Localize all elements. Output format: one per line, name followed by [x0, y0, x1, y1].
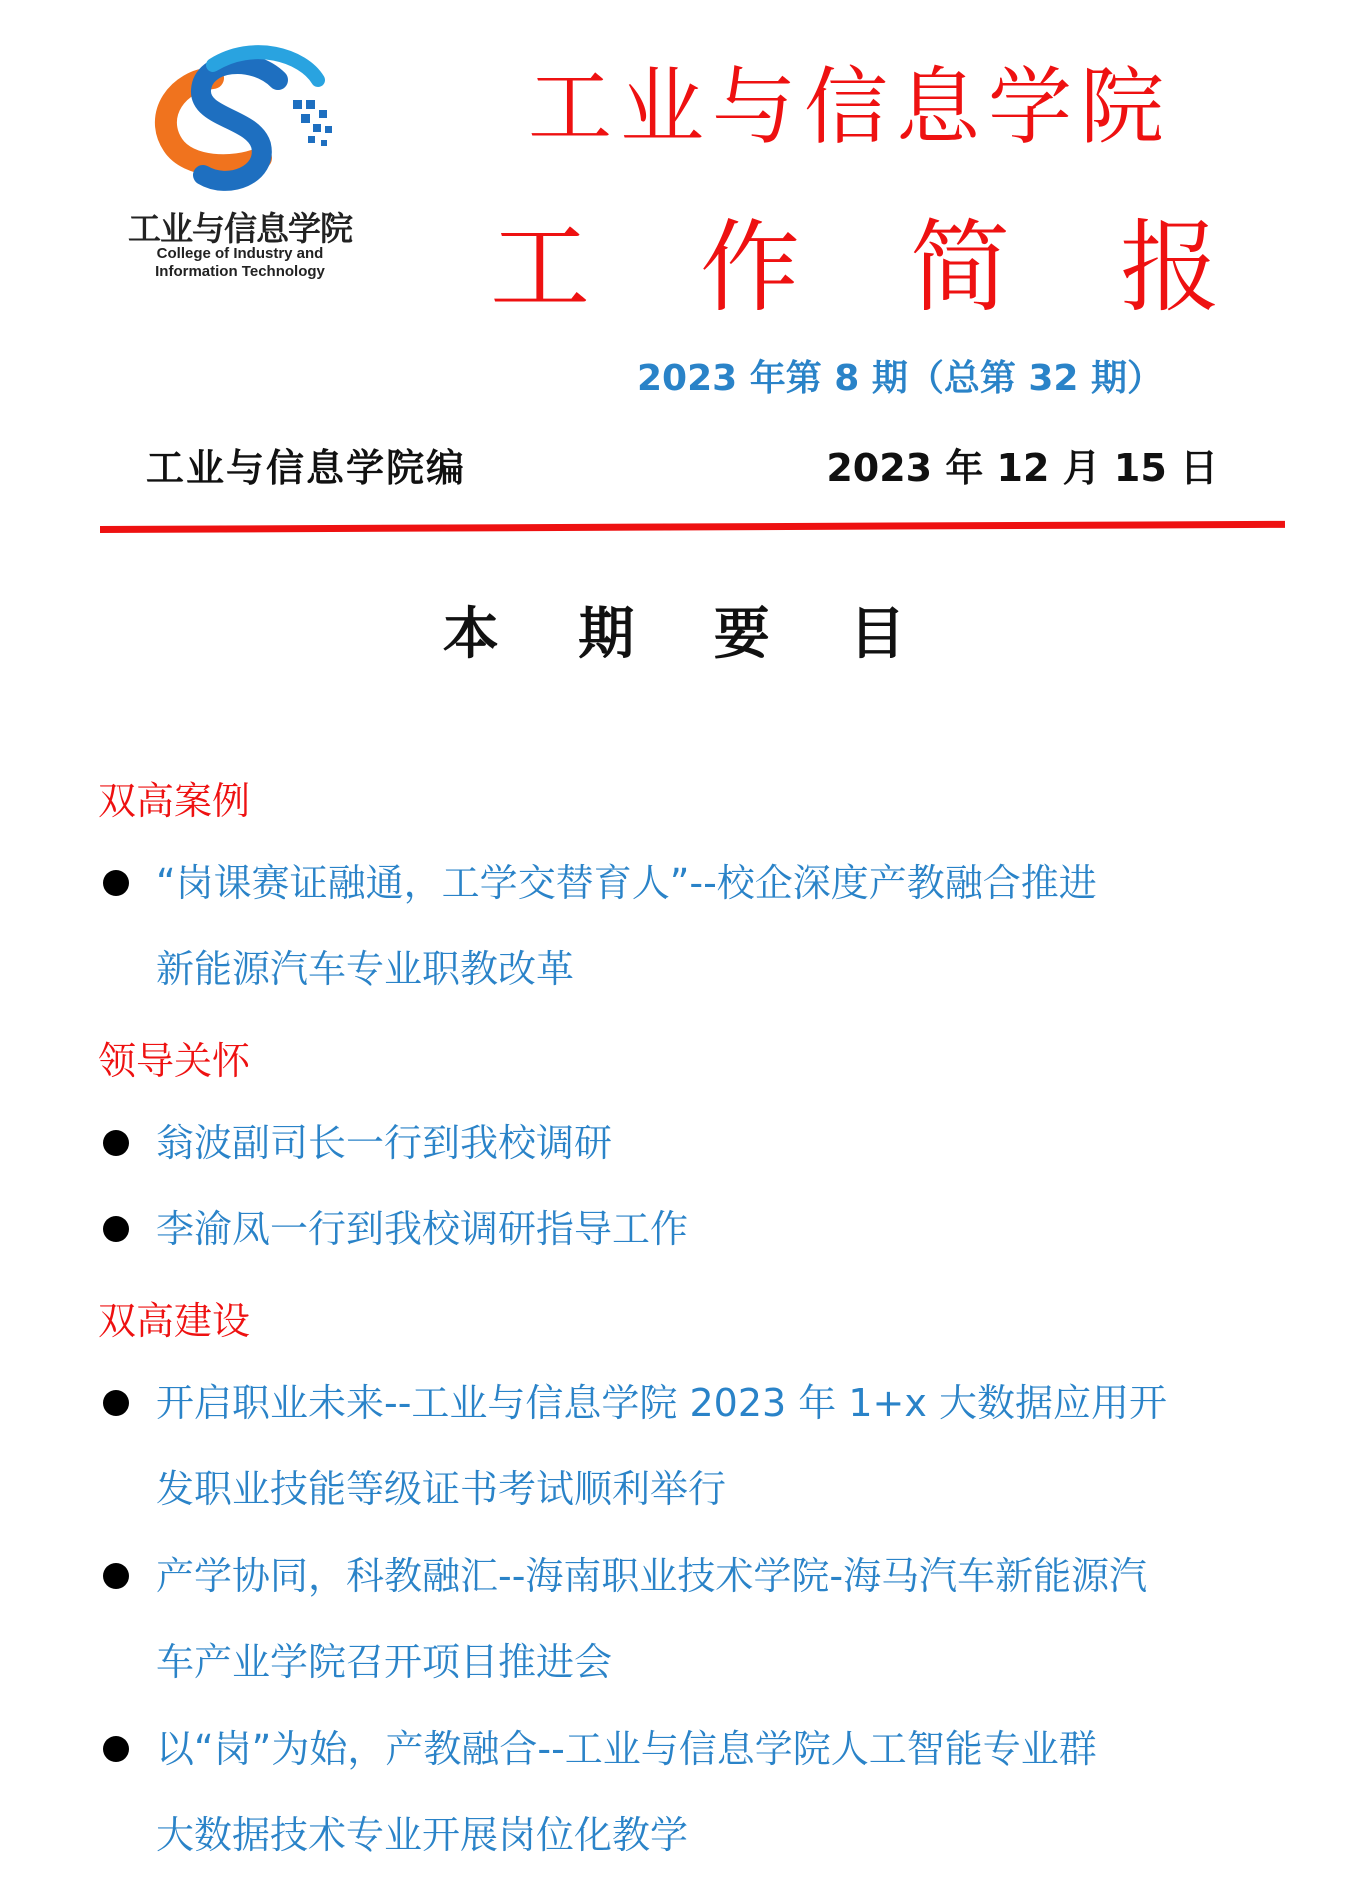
editor-line: 工业与信息学院编	[146, 445, 467, 490]
bullet-icon	[103, 1736, 129, 1762]
header-divider	[100, 521, 1285, 533]
logo-name-en-line2: Information Technology	[155, 263, 325, 280]
toc-category: 双高案例	[98, 779, 251, 823]
toc-item-line: 车产业学院召开项目推进会	[156, 1640, 613, 1684]
toc-category: 双高建设	[98, 1299, 251, 1343]
title-char: 工	[490, 209, 590, 326]
college-logo	[95, 40, 385, 290]
toc-heading: 本 期 要 目	[442, 601, 936, 667]
bullet-icon	[103, 1130, 129, 1156]
toc-item-line: 翁波副司长一行到我校调研	[156, 1121, 613, 1165]
bullet-icon	[103, 1216, 129, 1242]
bullet-icon	[103, 1390, 129, 1416]
logo-name-cn: 工业与信息学院	[128, 209, 352, 248]
toc-item-line: 李渝凤一行到我校调研指导工作	[156, 1207, 689, 1251]
toc-item-line: 开启职业未来--工业与信息学院 2023 年 1+x 大数据应用开	[156, 1381, 1167, 1425]
title-char: 作	[700, 209, 800, 326]
toc-item-line: 新能源汽车专业职教改革	[156, 947, 575, 991]
toc-item-line: “岗课赛证融通，工学交替育人”--校企深度产教融合推进	[156, 861, 1097, 905]
logo-name-en-line1: College of Industry and	[156, 245, 324, 262]
toc-item-line: 产学协同，科教融汇--海南职业技术学院-海马汽车新能源汽	[156, 1554, 1148, 1598]
bulletin-title-line1: 工业与信息学院	[527, 58, 1172, 156]
bullet-icon	[103, 870, 129, 896]
issue-number: 2023 年第 8 期（总第 32 期）	[636, 358, 1163, 399]
bullet-icon	[103, 1563, 129, 1589]
title-char: 报	[1120, 209, 1220, 326]
toc-item-line: 大数据技术专业开展岗位化教学	[156, 1813, 689, 1857]
title-char: 简	[910, 209, 1010, 326]
college-emblem-icon	[143, 40, 333, 200]
toc-item-line: 发职业技能等级证书考试顺利举行	[156, 1467, 727, 1511]
publish-date: 2023 年 12 月 15 日	[826, 446, 1218, 490]
bulletin-title-line2	[490, 208, 1220, 328]
toc-category: 领导关怀	[98, 1039, 251, 1083]
toc-item-line: 以“岗”为始，产教融合--工业与信息学院人工智能专业群	[156, 1727, 1097, 1771]
